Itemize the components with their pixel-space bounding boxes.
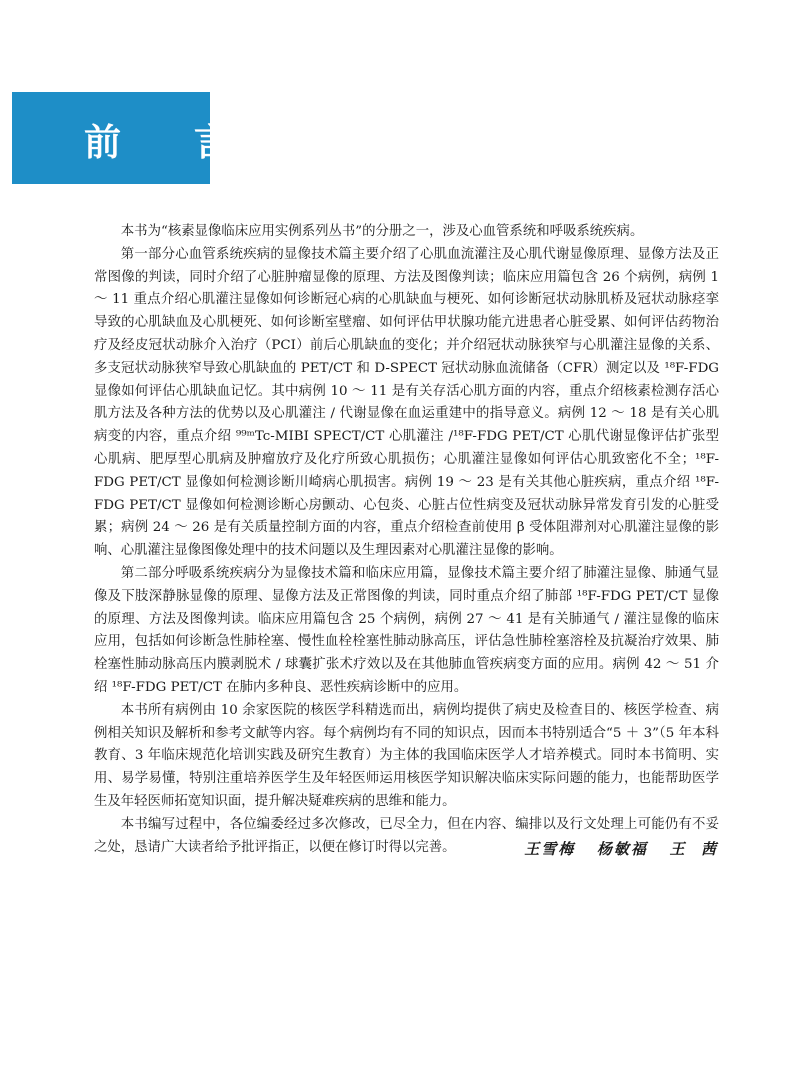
preface-body (94, 221, 719, 859)
paragraph-intro: 本书为“核素显像临床应用实例系列丛书”的分册之一，涉及心血管系统和呼吸系统疾病。 (120, 224, 644, 239)
paragraph-cardiovascular: 第一部分心血管系统疾病的显像技术篇主要介绍了心肌血流灌注及心肌代谢显像原理、显像方法及正常图像的判读，同时介绍了心脏肿瘤显像的原理、方法及图像判读；临床应用篇包含 26 个病例，病例 1 ～ 11 重点介绍心肌灌注显像如何诊断冠心病的心肌缺血与梗死、如何诊断冠状动脉肌桥及冠状动脉痉挛导致的心肌缺血及心肌梗死、如何诊断室壁瘤、如何评估甲状腺功能亢进患者心脏受累、如何评估药物治疗及经皮冠状动脉介入治疗（PCI）前后心肌缺血的变化；并介绍冠状动脉狭窄与心肌灌注显像的关系、多支冠状动脉狭窄导致心肌缺血的 PET/CT 和 D-SPECT 冠状动脉血流储备（CFR）测定以及 ¹⁸F-FDG 显像如何评估心肌缺血记忆。其中病例 10 ～ 11 是有关存活心肌方面的内容，重点介绍核素检测存活心肌方法及各种方法的优势以及心肌灌注 / 代谢显像在血运重建中的指导意义。病例 12 ～ 18 是有关心肌病变的内容，重点介绍 ⁹⁹ᵐTc-MIBI SPECT/CT 心肌灌注 /¹⁸F-FDG PET/CT 心肌代谢显像评估扩张型心肌病、肥厚型心肌病及肿瘤放疗及化疗所致心肌损伤；心肌灌注显像如何评估心肌致密化不全；¹⁸F-FDG PET/CT 显像如何检测诊断川崎病心肌损害。病例 19 ～ 23 是有关其他心脏疾病，重点介绍 ¹⁸F-FDG PET/CT 显像如何检测诊断心房颤动、心包炎、心脏占位性病变及冠状动脉异常发育引发的心脏受累；病例 24 ～ 26 是有关质量控制方面的内容，重点介绍检查前使用 β 受体阻滞剂对心肌灌注显像的影响、心肌灌注显像图像处理中的技术问题以及生理因素对心肌灌注显像的影响。 (94, 246, 719, 559)
paragraph-respiratory: 第二部分呼吸系统疾病分为显像技术篇和临床应用篇，显像技术篇主要介绍了肺灌注显像、肺通气显像及下肢深静脉显像的原理、显像方法及正常图像的判读，同时重点介绍了肺部 ¹⁸F-FDG PET/CT 显像的原理、方法及图像判读。临床应用篇包含 25 个病例，病例 27 ～ 41 是有关肺通气 / 灌注显像的临床应用，包括如何诊断急性肺栓塞、慢性血栓栓塞性肺动脉高压，评估急性肺栓塞溶栓及抗凝治疗效果、肺栓塞性肺动脉高压内膜剥脱术 / 球囊扩张术疗效以及在其他肺血管疾病变方面的应用。病例 42 ～ 51 介绍 ¹⁸F-FDG PET/CT 在肺内多种良、恶性疾病诊断中的应用。 (94, 565, 719, 695)
paragraph-closing: 本书编写过程中，各位编委经过多次修改，已尽全力，但在内容、编排以及行文处理上可能仍有不妥之处，恳请广大读者给予批评指正，以便在修订时得以完善。 (94, 816, 719, 855)
paragraph-cases: 本书所有病例由 10 余家医院的核医学科精选而出，病例均提供了病史及检查目的、核医学检查、病例相关知识及解析和参考文献等内容。每个病例均有不同的知识点，因而本书特别适合“5 ＋ 3”（5 年本科教育、3 年临床规范化培训实践及研究生教育）为主体的我国临床医学人才培养模式。同时本书简明、实用、易学易懂，特别注重培养医学生及年轻医师运用核医学知识解决临床实际问题的能力，也能帮助医学生及年轻医师拓宽知识面，提升解决疑难疾病的思维和能力。 (94, 702, 719, 809)
page-title: 前 言 (84, 120, 261, 164)
author-signature: 王雪梅 杨敏福 王 茜 (524, 840, 718, 858)
